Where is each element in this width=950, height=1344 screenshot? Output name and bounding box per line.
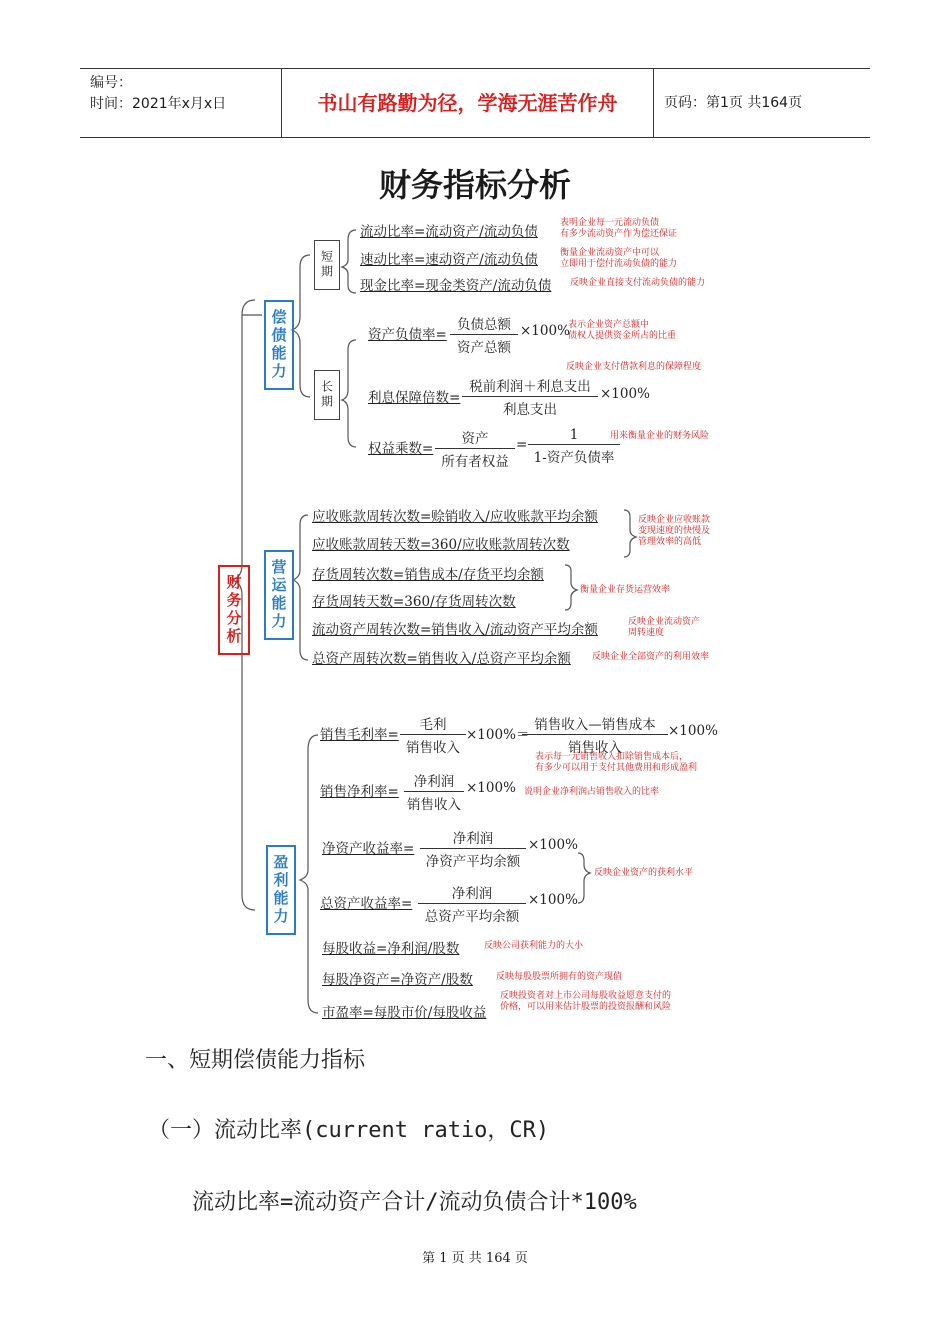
document-header: [80, 68, 870, 138]
gross-margin-denominator: 销售收入: [406, 740, 460, 756]
note-net-margin: 说明企业净利润占销售收入的比率: [524, 787, 660, 797]
note-bvps: 反映每股股票所拥有的资产现值: [496, 972, 623, 982]
interest-coverage-numerator: 税前利润＋利息支出: [462, 375, 598, 397]
formula-bvps: 每股净资产=净资产/股数: [322, 972, 473, 988]
gross-margin-mid: ×100%＝: [466, 727, 530, 743]
subsection-heading: （一）流动比率(current ratio，CR): [148, 1118, 550, 1143]
header-motto: 书山有路勤为径，学海无涯苦作舟: [281, 69, 654, 137]
formula-quick-ratio: 速动比率=速动资产/流动负债: [360, 252, 538, 268]
formula-net-margin-label: 销售净利率=: [320, 784, 399, 800]
operating-node: 营运能力: [264, 550, 294, 640]
note-return-on-assets: 反映企业资产的获利水平: [594, 868, 694, 878]
formula-equity-multiplier-fraction: [435, 427, 515, 470]
note-ar: 反映企业应收账款 变现速度的快慢及 管理效率的高低: [638, 515, 711, 547]
number-label: 编号：: [90, 75, 132, 91]
note-quick-ratio: 衡量企业流动资产中可以 立即用于偿付流动负债的能力: [560, 248, 678, 269]
formula-debt-ratio-label: 资产负债率=: [368, 327, 447, 343]
note-equity-multiplier: 用来衡量企业的财务风险: [610, 431, 710, 441]
solvency-node: 偿债能力: [264, 300, 294, 390]
note-current-ratio: 表明企业每一元流动负债 有多少流动资产作为偿还保证: [560, 218, 678, 239]
note-total-asset-turnover: 反映企业全部资产的利用效率: [592, 652, 710, 662]
root-node: 财务分析: [218, 565, 250, 655]
gross-margin-tail: ×100%: [668, 723, 718, 739]
note-inventory: 衡量企业存货运营效率: [580, 585, 671, 595]
roe-numerator: 净利润: [420, 827, 526, 849]
formula-interest-coverage-fraction: [462, 375, 598, 418]
formula-equity-multiplier-label: 权益乘数=: [368, 441, 434, 457]
short-term-node: 短期: [314, 240, 340, 290]
note-pe-ratio: 反映投资者对上市公司每股收益愿意支付的 价格，可以用来估计股票的投资报酬和风险: [500, 991, 672, 1012]
formula-inventory-turnover: 存货周转次数=销售成本/存货平均余额: [312, 567, 544, 583]
section-heading: 一、短期偿债能力指标: [145, 1048, 366, 1073]
formula-roe-label: 净资产收益率=: [322, 841, 415, 857]
mind-map: [210, 205, 750, 1030]
roa-denominator: 总资产平均余额: [424, 909, 520, 925]
formula-roa-label: 总资产收益率=: [320, 896, 413, 912]
formula-gross-margin-fraction: [400, 713, 466, 756]
date-label: 时间：2021年x月x日: [90, 96, 227, 112]
formula-inventory-days: 存货周转天数=360/存货周转次数: [312, 594, 516, 610]
page-footer: 第 1 页 共 164 页: [422, 1251, 528, 1266]
roe-denominator: 净资产平均余额: [425, 854, 521, 870]
debt-ratio-denominator: 资产总额: [457, 340, 511, 356]
formula-current-asset-turnover: 流动资产周转次数=销售收入/流动资产平均余额: [312, 622, 598, 638]
note-gross-margin: 表示每一元销售收入扣除销售成本后， 有多少可以用于支付其他费用和形成盈利: [535, 752, 698, 773]
net-margin-numerator: 净利润: [404, 770, 464, 792]
note-interest-coverage: 反映企业支付借款利息的保障程度: [566, 362, 702, 372]
note-debt-ratio: 表示企业资产总额中 债权人提供资金所占的比重: [568, 320, 677, 341]
formula-current-ratio: 流动比率=流动资产/流动负债: [360, 224, 538, 240]
formula-gross-margin-label: 销售毛利率=: [320, 727, 399, 743]
formula-text: 流动比率=流动资产合计/流动负债合计*100%: [192, 1190, 637, 1215]
note-current-asset-turnover: 反映企业流动资产 周转速度: [628, 617, 701, 638]
roe-tail: ×100%: [528, 837, 578, 853]
formula-roe-fraction: [420, 827, 526, 870]
gross-margin-numerator-2: 销售收入—销售成本: [522, 713, 668, 735]
formula-pe-ratio: 市盈率=每股市价/每股收益: [322, 1005, 487, 1021]
formula-ar-days: 应收账款周转天数=360/应收账款周转次数: [312, 537, 570, 553]
net-margin-tail: ×100%: [466, 780, 516, 796]
formula-ar-turnover: 应收账款周转次数=赊销收入/应收账款平均余额: [312, 509, 598, 525]
formula-debt-ratio-fraction: [450, 313, 518, 356]
formula-cash-ratio: 现金比率=现金类资产/流动负债: [360, 278, 552, 294]
formula-total-asset-turnover: 总资产周转次数=销售收入/总资产平均余额: [312, 651, 571, 667]
page-title: 财务指标分析: [378, 166, 571, 204]
formula-equity-multiplier-fraction-2: [528, 427, 620, 466]
formula-gross-margin-fraction-2: [522, 713, 668, 756]
roa-numerator: 净利润: [418, 882, 526, 904]
debt-ratio-tail: ×100%: [520, 323, 570, 339]
note-cash-ratio: 反映企业直接支付流动负债的能力: [570, 278, 706, 288]
net-margin-denominator: 销售收入: [407, 797, 461, 813]
equity-multiplier-numerator: 资产: [435, 427, 515, 449]
equity-multiplier-numerator-2: 1: [528, 427, 620, 445]
equity-multiplier-denominator-2: 1-资产负债率: [533, 450, 615, 466]
equity-multiplier-denominator: 所有者权益: [441, 454, 509, 470]
note-eps: 反映公司获利能力的大小: [484, 941, 584, 951]
debt-ratio-numerator: 负债总额: [450, 313, 518, 335]
profitability-node: 盈利能力: [266, 845, 296, 935]
formula-roa-fraction: [418, 882, 526, 925]
formula-eps: 每股收益=净利润/股数: [322, 941, 460, 957]
formula-interest-coverage-label: 利息保障倍数=: [368, 390, 461, 406]
gross-margin-numerator: 毛利: [400, 713, 466, 735]
roa-tail: ×100%: [528, 892, 578, 908]
gross-margin-denominator-2: 销售收入: [568, 740, 622, 756]
formula-net-margin-fraction: [404, 770, 464, 813]
long-term-node: 长期: [314, 370, 340, 420]
equity-multiplier-equals: =: [516, 437, 528, 453]
interest-coverage-denominator: 利息支出: [503, 402, 557, 418]
header-meta: [80, 69, 281, 137]
interest-coverage-tail: ×100%: [600, 386, 650, 402]
header-page-info: 页码：第1页 共164页: [664, 95, 803, 111]
